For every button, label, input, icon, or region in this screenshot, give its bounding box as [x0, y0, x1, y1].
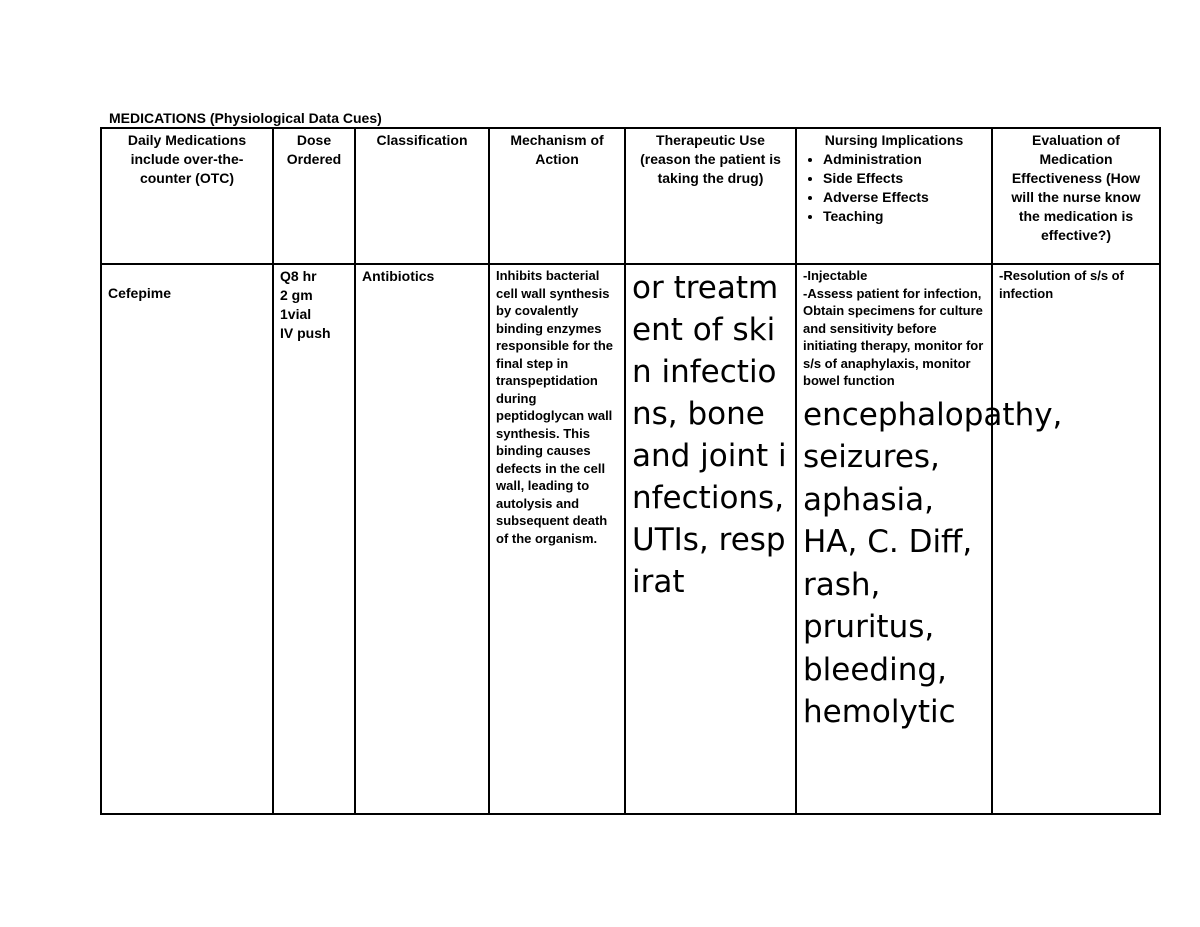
nursing-notes: -Injectable -Assess patient for infection, Obtain specimens for culture and sensitivity before initiating therapy, monitor for s/s of anaphylaxis, monitor bowel function — [803, 268, 984, 388]
header-evaluation: Evaluation of Medication Effectiveness (How will the nurse know the medication is effective?) — [992, 128, 1160, 264]
dose-line: Q8 hr — [280, 268, 317, 284]
page-title: MEDICATIONS (Physiological Data Cues) — [109, 110, 382, 126]
header-nursing-implications — [796, 128, 992, 264]
drug-name: Cefepime — [108, 285, 172, 301]
header-daily-medications: Daily Medications include over-the-counter (OTC) — [101, 128, 273, 264]
medications-table — [100, 127, 1161, 815]
dose-line: 1vial — [280, 306, 312, 322]
nursing-bullet: • Administration — [823, 150, 985, 169]
dose-line: IV push — [280, 325, 331, 341]
header-row — [101, 128, 1160, 264]
dose-line: 2 gm — [280, 287, 313, 303]
nursing-bullet: • Side Effects — [823, 169, 985, 188]
adverse-effects: encephalopathy, seizures, aphasia, HA, C. Diff, rash, pruritus, bleeding, hemolytic — [803, 396, 1063, 730]
header-classification: Classification — [355, 128, 489, 264]
nursing-bullet: • Adverse Effects — [823, 188, 985, 207]
header-dose-ordered: Dose Ordered — [273, 128, 355, 264]
cell-dose — [273, 264, 355, 814]
header-mechanism: Mechanism of Action — [489, 128, 625, 264]
cell-mechanism: Inhibits bacterial cell wall synthesis by covalently binding enzymes responsible for the final step in transpeptidation during peptidoglycan wall synthesis. This binding causes defects in the cell wall, leading to autolysis and subsequent death of the organism. — [489, 264, 625, 814]
cell-drug — [101, 264, 273, 814]
nursing-bullet: • Teaching — [823, 207, 985, 226]
cell-classification: Antibiotics — [355, 264, 489, 814]
cell-therapeutic-use: or treatment of skin infections, bone and joint infections, UTIs, respirat — [625, 264, 796, 814]
cell-evaluation: -Resolution of s/s of infection — [992, 264, 1160, 814]
nursing-header-label: Nursing Implications — [824, 132, 964, 148]
header-therapeutic-use: Therapeutic Use (reason the patient is taking the drug) — [625, 128, 796, 264]
table-row — [101, 264, 1160, 814]
nursing-bullet-list — [803, 150, 985, 226]
